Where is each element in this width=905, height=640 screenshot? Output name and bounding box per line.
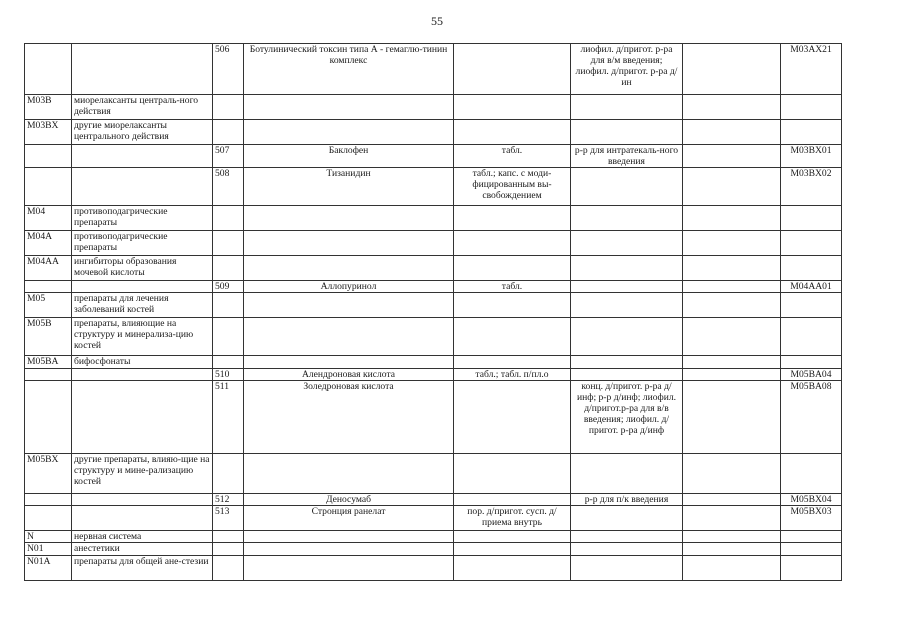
empty-cell <box>683 256 781 281</box>
table-row <box>25 381 842 454</box>
atc-group-name-cell <box>72 168 213 206</box>
other-forms-cell: конц. д/пригот. р-ра д/инф; р-р д/инф; лиофил. д/пригот.р-ра для в/в введения; лиофил. д/пригот. р-ра д/инф <box>571 381 683 454</box>
atc-group-code-cell: M04AA <box>25 256 72 281</box>
other-forms-cell: р-р для п/к введения <box>571 494 683 506</box>
empty-cell <box>683 206 781 231</box>
empty-cell <box>683 168 781 206</box>
atc-code-cell: M04AA01 <box>781 281 842 293</box>
table-row <box>25 206 842 231</box>
atc-group-name-cell <box>72 506 213 531</box>
atc-group-name-cell <box>72 281 213 293</box>
other-forms-cell <box>571 356 683 369</box>
empty-cell <box>683 454 781 494</box>
drug-name-cell <box>244 231 454 256</box>
other-forms-cell <box>571 506 683 531</box>
drug-name-cell <box>244 95 454 120</box>
drug-name-cell <box>244 256 454 281</box>
dosage-form-cell <box>454 356 571 369</box>
atc-group-code-cell: M05BX <box>25 454 72 494</box>
dosage-form-cell: табл. <box>454 145 571 168</box>
atc-code-cell <box>781 231 842 256</box>
atc-group-name-cell <box>72 44 213 95</box>
atc-group-code-cell <box>25 369 72 381</box>
atc-group-name-cell: противоподагрические препараты <box>72 206 213 231</box>
drug-list-table <box>24 43 842 581</box>
atc-group-code-cell: M04A <box>25 231 72 256</box>
other-forms-cell <box>571 293 683 318</box>
item-number-cell: 509 <box>213 281 244 293</box>
dosage-form-cell <box>454 531 571 543</box>
empty-cell <box>683 95 781 120</box>
atc-group-name-cell: препараты для лечения заболеваний костей <box>72 293 213 318</box>
atc-code-cell <box>781 556 842 581</box>
table-row <box>25 168 842 206</box>
other-forms-cell <box>571 95 683 120</box>
dosage-form-cell <box>454 543 571 556</box>
table-row <box>25 556 842 581</box>
atc-code-cell <box>781 206 842 231</box>
drug-name-cell <box>244 293 454 318</box>
atc-group-name-cell: препараты, влияющие на структуру и минерализа-цию костей <box>72 318 213 356</box>
atc-code-cell <box>781 356 842 369</box>
empty-cell <box>683 556 781 581</box>
atc-code-cell <box>781 256 842 281</box>
atc-group-name-cell: миорелаксанты централь-ного действия <box>72 95 213 120</box>
drug-name-cell: Золедроновая кислота <box>244 381 454 454</box>
atc-group-name-cell <box>72 494 213 506</box>
dosage-form-cell: табл.; табл. п/пл.о <box>454 369 571 381</box>
item-number-cell <box>213 543 244 556</box>
table-row <box>25 494 842 506</box>
atc-code-cell <box>781 120 842 145</box>
other-forms-cell: р-р для интратекаль-ного введения <box>571 145 683 168</box>
atc-group-code-cell <box>25 381 72 454</box>
atc-group-name-cell: противоподагрические препараты <box>72 231 213 256</box>
table-row <box>25 120 842 145</box>
item-number-cell: 508 <box>213 168 244 206</box>
other-forms-cell <box>571 318 683 356</box>
drug-name-cell <box>244 318 454 356</box>
dosage-form-cell: табл. <box>454 281 571 293</box>
item-number-cell <box>213 206 244 231</box>
item-number-cell <box>213 95 244 120</box>
atc-group-name-cell <box>72 381 213 454</box>
dosage-form-cell <box>454 120 571 145</box>
empty-cell <box>683 120 781 145</box>
drug-name-cell: Тизанидин <box>244 168 454 206</box>
atc-code-cell <box>781 293 842 318</box>
atc-group-code-cell <box>25 494 72 506</box>
atc-group-code-cell <box>25 281 72 293</box>
other-forms-cell <box>571 556 683 581</box>
empty-cell <box>683 494 781 506</box>
item-number-cell <box>213 293 244 318</box>
drug-name-cell: Аллопуринол <box>244 281 454 293</box>
atc-code-cell: M05BA04 <box>781 369 842 381</box>
table-row <box>25 356 842 369</box>
table-row <box>25 256 842 281</box>
atc-group-code-cell: M05 <box>25 293 72 318</box>
other-forms-cell <box>571 168 683 206</box>
atc-group-name-cell: ингибиторы образования мочевой кислоты <box>72 256 213 281</box>
other-forms-cell <box>571 543 683 556</box>
atc-code-cell <box>781 318 842 356</box>
drug-name-cell <box>244 543 454 556</box>
other-forms-cell <box>571 531 683 543</box>
atc-group-code-cell <box>25 145 72 168</box>
table-row <box>25 506 842 531</box>
atc-code-cell: M03AX21 <box>781 44 842 95</box>
empty-cell <box>683 231 781 256</box>
table-row <box>25 44 842 95</box>
table-row <box>25 318 842 356</box>
atc-group-name-cell: другие миорелаксанты центрального действия <box>72 120 213 145</box>
atc-group-name-cell: другие препараты, влияю-щие на структуру и мине-рализацию костей <box>72 454 213 494</box>
empty-cell <box>683 381 781 454</box>
atc-group-name-cell: анестетики <box>72 543 213 556</box>
other-forms-cell <box>571 369 683 381</box>
dosage-form-cell <box>454 44 571 95</box>
atc-group-code-cell <box>25 44 72 95</box>
other-forms-cell <box>571 231 683 256</box>
atc-code-cell <box>781 531 842 543</box>
atc-group-code-cell: N01A <box>25 556 72 581</box>
other-forms-cell: лиофил. д/пригот. р-ра для в/м введения; лиофил. д/пригот. р-ра д/ин <box>571 44 683 95</box>
item-number-cell: 513 <box>213 506 244 531</box>
atc-group-code-cell: M05BA <box>25 356 72 369</box>
dosage-form-cell <box>454 494 571 506</box>
drug-name-cell: Деносумаб <box>244 494 454 506</box>
dosage-form-cell <box>454 256 571 281</box>
other-forms-cell <box>571 454 683 494</box>
empty-cell <box>683 356 781 369</box>
atc-code-cell: M05BX04 <box>781 494 842 506</box>
empty-cell <box>683 369 781 381</box>
item-number-cell <box>213 256 244 281</box>
atc-code-cell <box>781 454 842 494</box>
other-forms-cell <box>571 256 683 281</box>
dosage-form-cell <box>454 206 571 231</box>
atc-group-name-cell: препараты для общей ане-стезии <box>72 556 213 581</box>
atc-group-code-cell: M05B <box>25 318 72 356</box>
table-row <box>25 145 842 168</box>
atc-code-cell: M05BX03 <box>781 506 842 531</box>
atc-code-cell: M05BA08 <box>781 381 842 454</box>
empty-cell <box>683 506 781 531</box>
item-number-cell: 510 <box>213 369 244 381</box>
item-number-cell <box>213 231 244 256</box>
dosage-form-cell <box>454 231 571 256</box>
atc-group-code-cell: M03BX <box>25 120 72 145</box>
dosage-form-cell <box>454 95 571 120</box>
item-number-cell: 507 <box>213 145 244 168</box>
table-row <box>25 281 842 293</box>
drug-name-cell <box>244 356 454 369</box>
page-number: 55 <box>431 14 443 28</box>
atc-code-cell: M03BX01 <box>781 145 842 168</box>
dosage-form-cell <box>454 454 571 494</box>
drug-name-cell <box>244 454 454 494</box>
empty-cell <box>683 44 781 95</box>
drug-name-cell <box>244 531 454 543</box>
table-row <box>25 95 842 120</box>
atc-group-name-cell: бифосфонаты <box>72 356 213 369</box>
dosage-form-cell <box>454 318 571 356</box>
item-number-cell <box>213 531 244 543</box>
drug-name-cell: Ботулинический токсин типа А - гемаглю-тинин комплекс <box>244 44 454 95</box>
item-number-cell: 506 <box>213 44 244 95</box>
drug-name-cell <box>244 206 454 231</box>
item-number-cell <box>213 556 244 581</box>
other-forms-cell <box>571 120 683 145</box>
drug-name-cell <box>244 120 454 145</box>
atc-group-code-cell: N01 <box>25 543 72 556</box>
empty-cell <box>683 281 781 293</box>
item-number-cell <box>213 356 244 369</box>
dosage-form-cell <box>454 293 571 318</box>
table-row <box>25 454 842 494</box>
atc-group-name-cell <box>72 369 213 381</box>
atc-code-cell: M03BX02 <box>781 168 842 206</box>
table-row <box>25 369 842 381</box>
table-row <box>25 231 842 256</box>
drug-name-cell <box>244 556 454 581</box>
atc-code-cell <box>781 95 842 120</box>
other-forms-cell <box>571 281 683 293</box>
table-row <box>25 543 842 556</box>
dosage-form-cell: пор. д/пригот. сусп. д/приема внутрь <box>454 506 571 531</box>
dosage-form-cell <box>454 381 571 454</box>
item-number-cell <box>213 120 244 145</box>
item-number-cell <box>213 318 244 356</box>
atc-code-cell <box>781 543 842 556</box>
item-number-cell <box>213 454 244 494</box>
atc-group-code-cell: N <box>25 531 72 543</box>
empty-cell <box>683 318 781 356</box>
atc-group-name-cell: нервная система <box>72 531 213 543</box>
table-row <box>25 293 842 318</box>
item-number-cell: 512 <box>213 494 244 506</box>
atc-group-code-cell: M03B <box>25 95 72 120</box>
atc-group-code-cell: M04 <box>25 206 72 231</box>
drug-name-cell: Стронция ранелат <box>244 506 454 531</box>
atc-group-code-cell <box>25 506 72 531</box>
dosage-form-cell <box>454 556 571 581</box>
empty-cell <box>683 293 781 318</box>
atc-group-code-cell <box>25 168 72 206</box>
dosage-form-cell: табл.; капс. с моди-фицированным вы-свобождением <box>454 168 571 206</box>
empty-cell <box>683 145 781 168</box>
table-row <box>25 531 842 543</box>
item-number-cell: 511 <box>213 381 244 454</box>
empty-cell <box>683 543 781 556</box>
other-forms-cell <box>571 206 683 231</box>
drug-name-cell: Баклофен <box>244 145 454 168</box>
atc-group-name-cell <box>72 145 213 168</box>
drug-name-cell: Алендроновая кислота <box>244 369 454 381</box>
empty-cell <box>683 531 781 543</box>
